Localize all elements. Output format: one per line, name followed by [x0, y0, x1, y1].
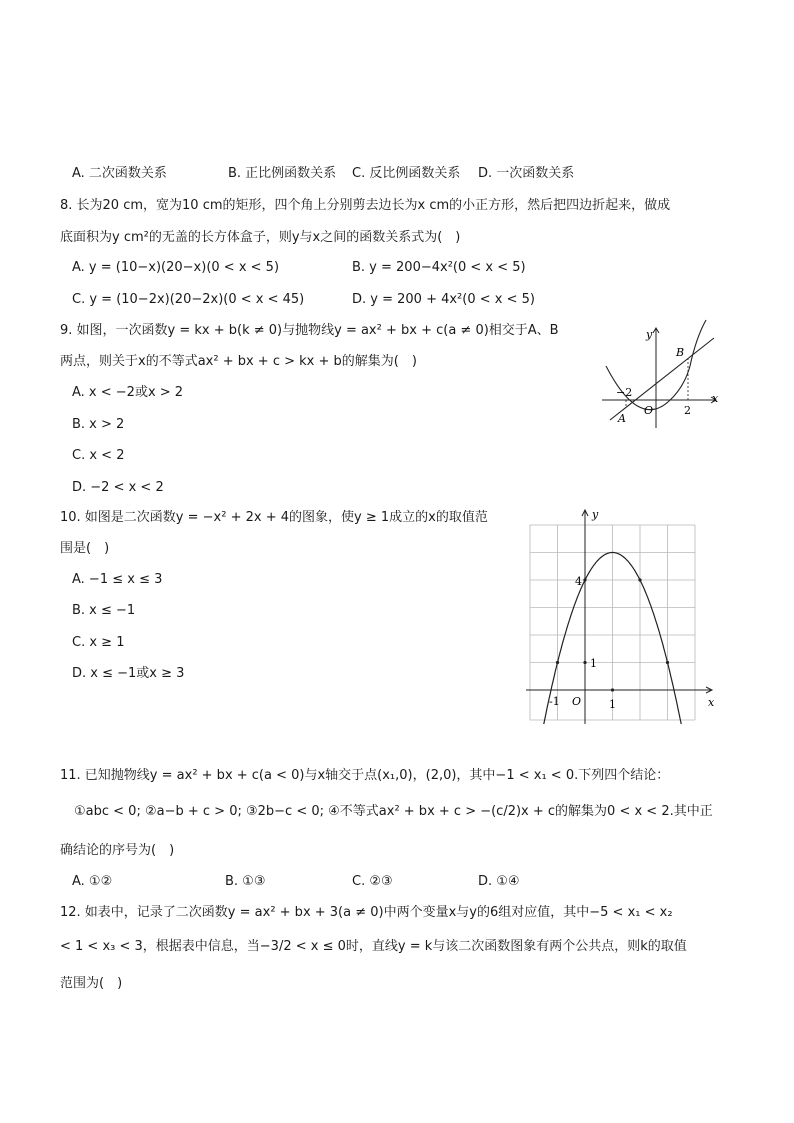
q10-option-a: A. −1 ≤ x ≤ 3: [72, 572, 163, 587]
q10-stem-line1: 10. 如图是二次函数y = −x² + 2x + 4的图象，使y ≥ 1成立的x的取值范: [60, 510, 488, 525]
q10-label-y: y: [592, 508, 599, 521]
q12-line2: < 1 < x₃ < 3，根据表中信息，当−3/2 < x ≤ 0时，直线y = k与该二次函数图象有两个公共点，则k的取值: [60, 939, 687, 954]
q8-option-a: A. y = (10−x)(20−x)(0 < x < 5): [72, 260, 280, 275]
q11-line2: ①abc < 0; ②a−b + c > 0; ③2b−c < 0; ④不等式ax² + bx + c > −(c/2)x + c的解集为0 < x < 2.其中正: [74, 804, 713, 819]
q10-label-1y: 1: [590, 657, 597, 670]
q10-label-4: 4: [575, 575, 582, 588]
q10-figure: [522, 502, 722, 724]
q9-figure: [598, 318, 726, 430]
q9-option-d: D. −2 < x < 2: [72, 480, 164, 495]
q9-label-2: 2: [684, 404, 691, 417]
q10-label-1x: 1: [609, 698, 616, 711]
q8-stem-line2: 底面积为y cm²的无盖的长方体盒子，则y与x之间的函数关系式为( ): [60, 230, 461, 245]
q10-option-d: D. x ≤ −1或x ≥ 3: [72, 666, 185, 681]
q11-option-b: B. ①③: [225, 874, 266, 889]
q10-option-b: B. x ≤ −1: [72, 603, 136, 618]
q9-stem-line2: 两点，则关于x的不等式ax² + bx + c > kx + b的解集为( ): [60, 354, 417, 369]
q7-option-c: C. 反比例函数关系: [352, 166, 461, 181]
q9-option-b: B. x > 2: [72, 417, 125, 432]
q10-option-c: C. x ≥ 1: [72, 635, 125, 650]
q11-line3: 确结论的序号为( ): [60, 843, 175, 858]
q7-option-a: A. 二次函数关系: [72, 166, 167, 181]
q10-point-3: [666, 661, 669, 664]
q7-option-d: D. 一次函数关系: [478, 166, 575, 181]
q9-label-b: B: [676, 346, 685, 359]
q10-point-1x: [611, 688, 614, 691]
q10-label-neg1: -1: [549, 695, 560, 708]
q11-option-c: C. ②③: [352, 874, 393, 889]
q10-point-2: [638, 578, 641, 581]
q9-option-a: A. x < −2或x > 2: [72, 385, 184, 400]
q12-line3: 范围为( ): [60, 976, 123, 991]
q10-point-y-intercept: [583, 578, 586, 581]
q7-option-b: B. 正比例函数关系: [228, 166, 337, 181]
q12-line1: 12. 如表中，记录了二次函数y = ax² + bx + 3(a ≠ 0)中两个变量x与y的6组对应值，其中−5 < x₁ < x₂: [60, 905, 673, 920]
q9-option-c: C. x < 2: [72, 448, 125, 463]
q9-label-neg2: −2: [616, 386, 633, 399]
q9-label-o: O: [644, 404, 654, 417]
q9-stem-line1: 9. 如图，一次函数y = kx + b(k ≠ 0)与抛物线y = ax² + bx + c(a ≠ 0)相交于A、B: [60, 323, 559, 338]
q8-option-b: B. y = 200−4x²(0 < x < 5): [352, 260, 526, 275]
q10-stem-line2: 围是( ): [60, 541, 110, 556]
q9-line: [610, 338, 714, 420]
q8-stem-line1: 8. 长为20 cm，宽为10 cm的矩形，四个角上分别剪去边长为x cm的小正方形，然后把四边折起来，做成: [60, 198, 671, 213]
q9-label-a: A: [618, 412, 626, 425]
q10-point-1y: [583, 661, 586, 664]
q8-option-c: C. y = (10−2x)(20−2x)(0 < x < 45): [72, 292, 305, 307]
q9-label-y: y: [646, 328, 653, 341]
q11-option-a: A. ①②: [72, 874, 113, 889]
q11-option-d: D. ①④: [478, 874, 520, 889]
q8-option-d: D. y = 200 + 4x²(0 < x < 5): [352, 292, 535, 307]
q10-label-x: x: [708, 696, 715, 709]
q11-line1: 11. 已知抛物线y = ax² + bx + c(a < 0)与x轴交于点(x₁,0)，(2,0)，其中−1 < x₁ < 0.下列四个结论：: [60, 768, 670, 783]
q9-label-x: x: [712, 392, 719, 405]
q10-label-o: O: [572, 695, 582, 708]
q10-point-neg1: [556, 661, 559, 664]
